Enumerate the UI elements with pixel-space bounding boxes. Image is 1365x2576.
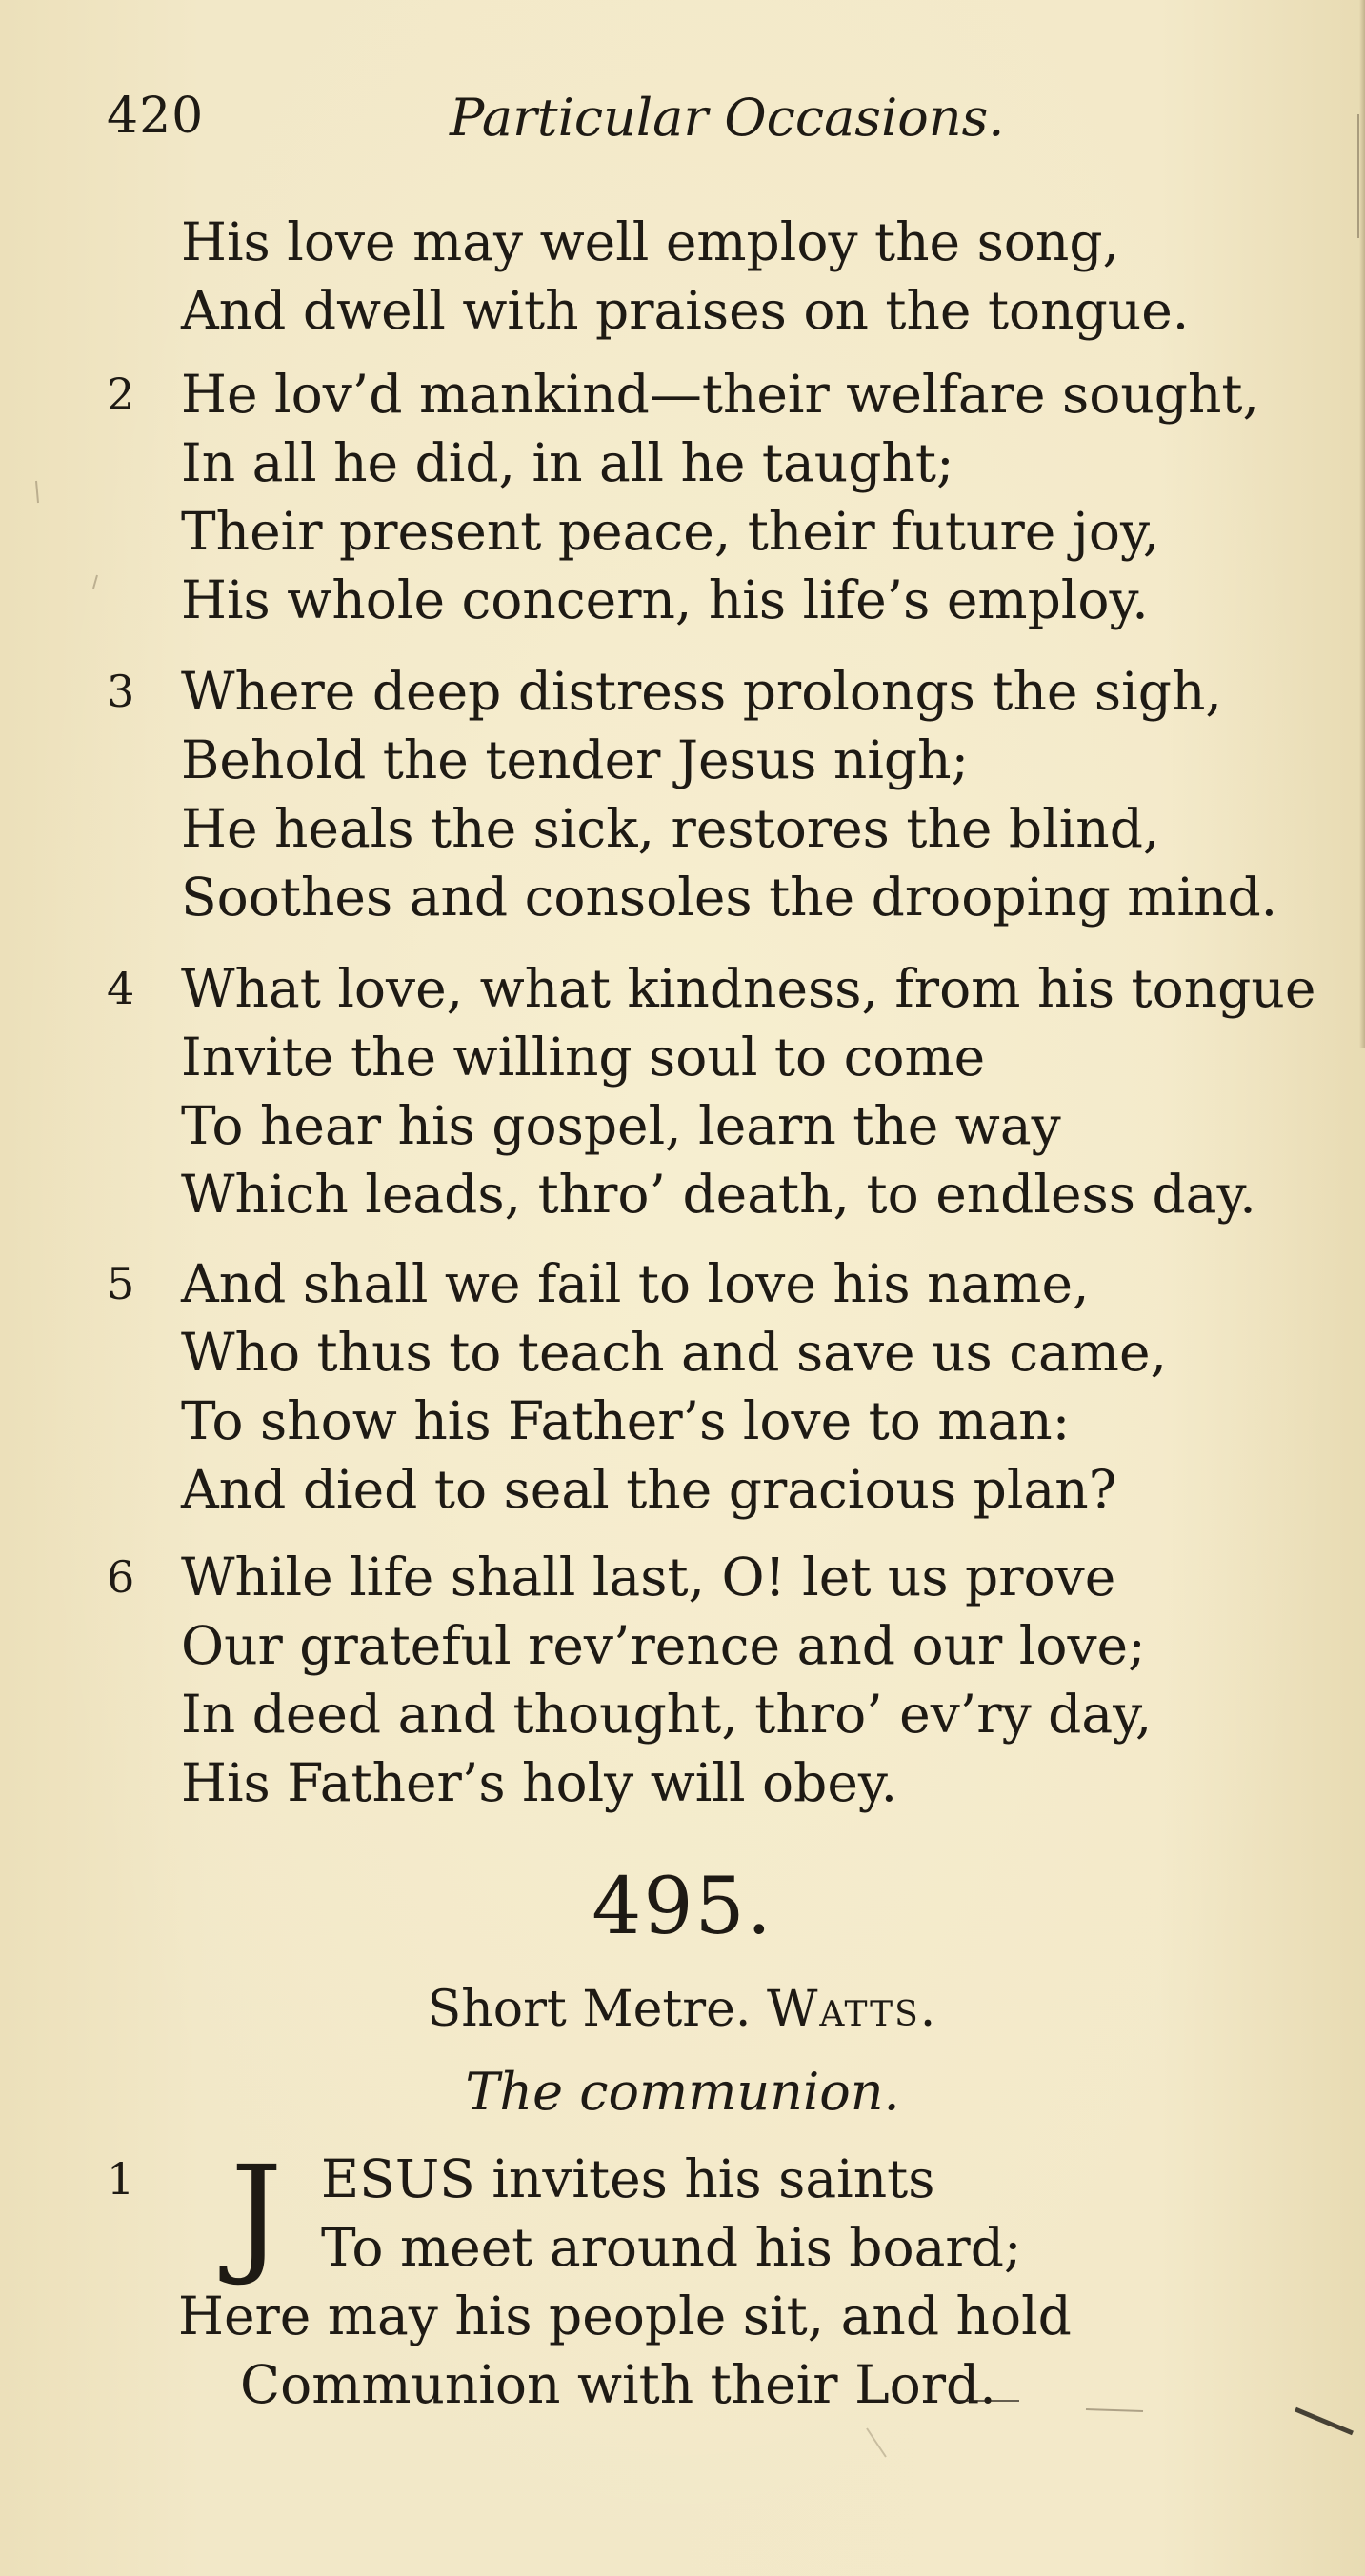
stanza-number: 3 (107, 666, 135, 717)
verse-line: His love may well employ the song, (181, 211, 1120, 272)
verse-line: And shall we fail to love his name, (181, 1253, 1090, 1314)
verse-line: What love, what kindness, from his tongue (181, 958, 1316, 1019)
verse-line: Their present peace, their future joy, (181, 501, 1160, 562)
verse-line: Invite the willing soul to come (181, 1027, 986, 1088)
verse-line: In all he did, in all he taught; (181, 432, 954, 493)
author-name: Watts. (766, 1981, 938, 2038)
verse-line: And died to seal the gracious plan? (181, 1459, 1117, 1520)
stanza-number: 4 (107, 963, 135, 1014)
verse-line: To hear his gospel, learn the way (181, 1095, 1061, 1156)
stanza-2 (107, 360, 1355, 634)
stanza-number: 5 (107, 1258, 135, 1309)
stanza-number: 6 (107, 1551, 135, 1603)
stanza-continuation (107, 208, 1355, 345)
page-edge-shadow (1359, 0, 1365, 1048)
metre-label: Short Metre. (427, 1981, 752, 2038)
verse-line: ESUS invites his saints (321, 2148, 935, 2209)
drop-cap: J (231, 2139, 283, 2289)
ink-mark (93, 575, 97, 589)
verse-line: Who thus to teach and save us came, (181, 1322, 1167, 1383)
verse-line: Which leads, thro’ death, to endless day. (181, 1164, 1256, 1225)
hymn-subject: The communion. (465, 2062, 900, 2122)
verse-line: In deed and thought, thro’ ev’ry day, (181, 1684, 1153, 1745)
verse-line: Communion with their Lord. (240, 2354, 996, 2415)
verse-line: He lov’d mankind—their welfare sought, (181, 364, 1259, 425)
verse-line: Here may his people sit, and hold (178, 2286, 1072, 2346)
verse-line: Behold the tender Jesus nigh; (181, 729, 970, 790)
stanza-3 (107, 657, 1355, 931)
verse-line: His whole concern, his life’s employ. (181, 569, 1149, 630)
stanza-number: 1 (107, 2153, 135, 2205)
verse-line: His Father’s holy will obey. (181, 1752, 898, 1813)
ink-mark (867, 2428, 886, 2457)
verse-line: While life shall last, O! let us prove (181, 1547, 1116, 1608)
stanza-number: 2 (107, 369, 135, 420)
page-header (107, 88, 1059, 164)
verse-line: To meet around his board; (321, 2217, 1022, 2278)
running-head: Particular Occasions. (450, 88, 1005, 148)
ink-mark (1295, 2409, 1353, 2433)
stanza-4 (107, 954, 1355, 1228)
page-number: 420 (107, 88, 205, 145)
verse-line: Soothes and consoles the drooping mind. (181, 867, 1278, 928)
hymn-number: 495. (592, 1862, 773, 1952)
verse-line: Where deep distress prolongs the sigh, (181, 661, 1222, 722)
verse-line: He heals the sick, restores the blind, (181, 798, 1160, 859)
verse-line: And dwell with praises on the tongue. (181, 280, 1190, 341)
stanza-6 (107, 1543, 1355, 1817)
stanza-5 (107, 1249, 1355, 1524)
verse-line: Our grateful rev’rence and our love; (181, 1615, 1146, 1676)
ink-mark (36, 481, 38, 503)
ink-mark (1086, 2409, 1143, 2411)
verse-line: To show his Father’s love to man: (181, 1390, 1071, 1451)
hymn-metre-line (0, 1981, 1365, 2038)
